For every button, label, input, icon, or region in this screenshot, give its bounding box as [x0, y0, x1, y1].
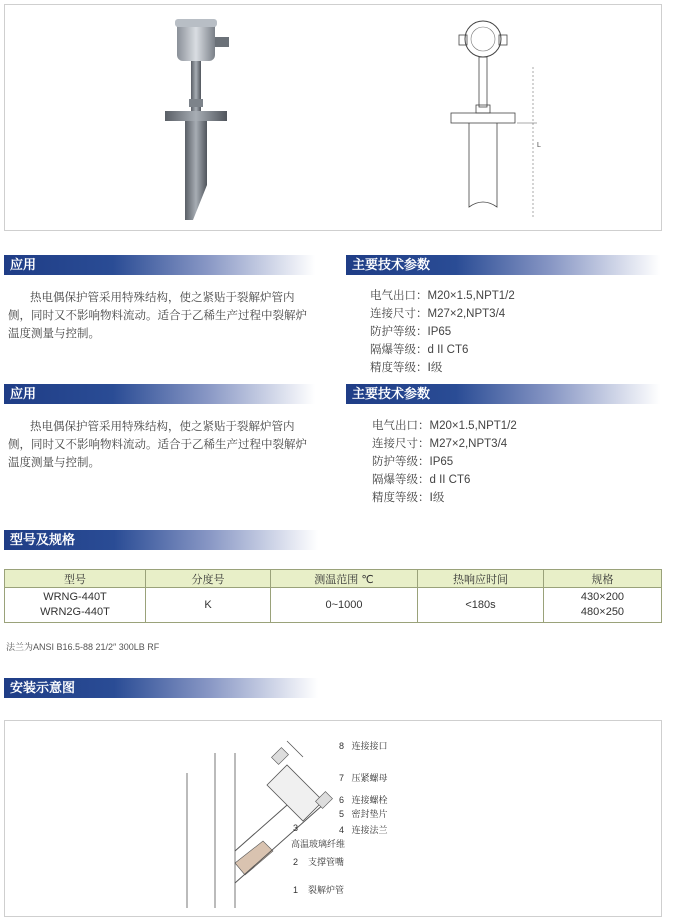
dimension-drawing — [445, 17, 555, 222]
application-heading-2: 应用 — [4, 384, 315, 404]
col-header: 规格 — [544, 570, 662, 588]
callout-7: 7 压紧螺母 — [339, 773, 388, 783]
callout-5: 5 密封垫片 — [339, 809, 388, 819]
install-heading: 安装示意图 — [4, 678, 318, 698]
application-heading: 应用 — [4, 255, 315, 275]
callout-8: 8 连接接口 — [339, 741, 388, 751]
params-list — [370, 287, 515, 377]
spec-heading: 型号及规格 — [4, 530, 318, 550]
table-row — [5, 588, 662, 623]
param-row: 电气出口：M20×1.5,NPT1/2 — [370, 290, 515, 302]
callout-1: 1 裂解炉管 — [293, 885, 345, 895]
callout-6: 6 连接螺栓 — [339, 795, 388, 805]
callout-3-num: 3 — [293, 823, 299, 833]
callout-4: 4 连接法兰 — [339, 825, 388, 835]
param-row: 精度等级：Ⅰ级 — [372, 492, 445, 504]
param-row: 连接尺寸：M27×2,NPT3/4 — [372, 438, 508, 450]
size-cell: 430×200 480×250 — [544, 588, 662, 623]
response-cell: <180s — [418, 588, 544, 623]
spec-table — [4, 569, 662, 623]
application-text-2: 热电偶保护管采用特殊结构，使之紧贴于裂解炉管内侧，同时又不影响物料流动。适合于乙稀生产过程中裂解炉温度测量与控制。 — [8, 421, 307, 469]
application-text: 热电偶保护管采用特殊结构，使之紧贴于裂解炉管内侧，同时又不影响物料流动。适合于乙稀生产过程中裂解炉温度测量与控制。 — [8, 292, 307, 340]
param-row: 精度等级：Ⅰ级 — [370, 362, 443, 374]
col-header: 测温范围 ℃ — [271, 570, 418, 588]
param-row: 电气出口：M20×1.5,NPT1/2 — [372, 420, 517, 432]
product-image-panel — [4, 4, 662, 231]
model-cell: WRNG-440T WRN2G-440T — [5, 588, 146, 623]
callout-2: 2 支撑管嘴 — [293, 857, 345, 867]
params-heading-2: 主要技术参数 — [346, 384, 660, 404]
col-header: 热响应时间 — [418, 570, 544, 588]
param-row: 隔爆等级：d II CT6 — [372, 474, 471, 486]
spec-header-row — [5, 570, 662, 588]
flange-note: 法兰为ANSI B16.5-88 21/2″ 300LB RF — [6, 642, 160, 652]
install-diagram-panel — [4, 720, 662, 917]
params-list-2 — [372, 417, 517, 507]
col-header: 分度号 — [146, 570, 271, 588]
params-heading: 主要技术参数 — [346, 255, 660, 275]
col-header: 型号 — [5, 570, 146, 588]
param-row: 防护等级：IP65 — [370, 326, 452, 338]
product-photo — [155, 15, 250, 225]
param-row: 隔爆等级：d II CT6 — [370, 344, 469, 356]
param-row: 连接尺寸：M27×2,NPT3/4 — [370, 308, 506, 320]
param-row: 防护等级：IP65 — [372, 456, 454, 468]
dimension-label: L — [537, 142, 541, 149]
range-cell: 0~1000 — [271, 588, 418, 623]
callout-3-label: 高温玻璃纤维 — [291, 839, 346, 849]
graduation-cell: K — [146, 588, 271, 623]
